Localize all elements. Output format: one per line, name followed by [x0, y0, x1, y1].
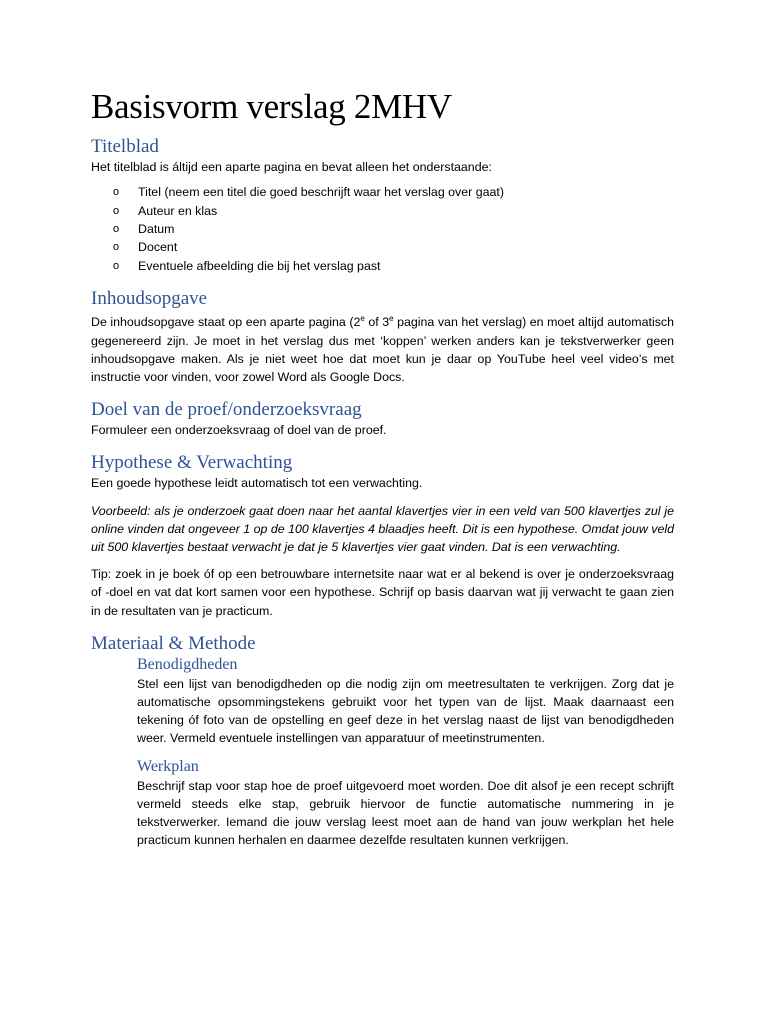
list-item: o Datum: [91, 220, 674, 238]
benodigdheden-text: Stel een lijst van benodigdheden op die nodig zijn om meetresultaten te verkrijgen. Zorg dat je automatische opsommingstekens gebruikt voor het typen van de lijst. Maak daarnaast een tekening óf foto van de opstelling en geef deze in het verslag naast de lijst van benodigdheden weer. Vermeld eventuele instellingen van apparatuur of meetinstrumenten.: [137, 676, 674, 746]
list-item: o Auteur en klas: [91, 202, 674, 220]
hypothese-example: Voorbeeld: als je onderzoek gaat doen naar het aantal klavertjes vier in een veld van 500 klavertjes zul je online vinden dat ongeveer 1 op de 100 klavertjes 4 blaadjes heeft. Dit is een hypothese. Omdat jouw veld uit 500 klavertjes bestaat verwacht je dat je 5 klavertjes vier gaat vinden. Dat is een verwachting.: [91, 503, 674, 554]
inhoudsopgave-text: De inhoudsopgave staat op een aparte pagina (2e of 3e pagina van het verslag) en moet altijd automatisch gegenereerd zijn. Je moet in het verslag dus met ‘koppen’ werken anders kan je tekstverwerker geen inhoudsopgave maken. Als je niet weet hoe dat moet kun je daar op YouTube heel veel video’s met instructie voor vinden, voor zowel Word als Google Docs.: [91, 314, 674, 384]
heading-werkplan: Werkplan: [137, 757, 199, 775]
circle-bullet-icon: o: [113, 204, 120, 217]
list-item: o Docent: [91, 238, 674, 256]
werkplan-text: Beschrijf stap voor stap hoe de proef uitgevoerd moet worden. Doe dit alsof je een recept schrijft vermeld steeds elke stap, gebruik hiervoor de functie automatische nummering in je tekstverwerker. Iemand die jouw verslag leest moet aan de hand van jouw werkplan het hele practicum kunnen herhalen en daarmee dezelfde resultaten kunnen verkrijgen.: [137, 778, 674, 848]
heading-inhoudsopgave: Inhoudsopgave: [91, 288, 208, 310]
circle-bullet-icon: o: [113, 259, 120, 272]
hypothese-text: Een goede hypothese leidt automatisch tot een verwachting.: [91, 476, 423, 491]
circle-bullet-icon: o: [113, 241, 120, 254]
heading-hypothese: Hypothese & Verwachting: [91, 452, 293, 474]
heading-materiaal: Materiaal & Methode: [91, 632, 256, 654]
circle-bullet-icon: o: [113, 223, 120, 236]
titelblad-intro: Het titelblad is áltijd een aparte pagina en bevat alleen het onderstaande:: [91, 160, 492, 174]
doel-text: Formuleer een onderzoeksvraag of doel van de proef.: [91, 423, 387, 438]
heading-doel: Doel van de proef/onderzoeksvraag: [91, 399, 362, 421]
list-item: o Titel (neem een titel die goed beschrijft waar het verslag over gaat): [91, 183, 674, 201]
heading-titelblad: Titelblad: [91, 136, 159, 157]
hypothese-tip: Tip: zoek in je boek óf op een betrouwbare internetsite naar wat er al bekend is over je onderzoeksvraag of -doel en vat dat kort samen voor een hypothese. Schrijf op basis daarvan wat jij verwacht te gaan zien in de resultaten van je practicum.: [91, 567, 674, 618]
list-item: o Eventuele afbeelding die bij het verslag past: [91, 257, 674, 275]
document-page: [91, 86, 674, 849]
page-title: Basisvorm verslag 2MHV: [91, 87, 452, 126]
heading-benodigdheden: Benodigdheden: [137, 655, 238, 673]
titelblad-list: [91, 183, 674, 275]
materiaal-subsections: [137, 655, 674, 850]
circle-bullet-icon: o: [113, 186, 120, 199]
